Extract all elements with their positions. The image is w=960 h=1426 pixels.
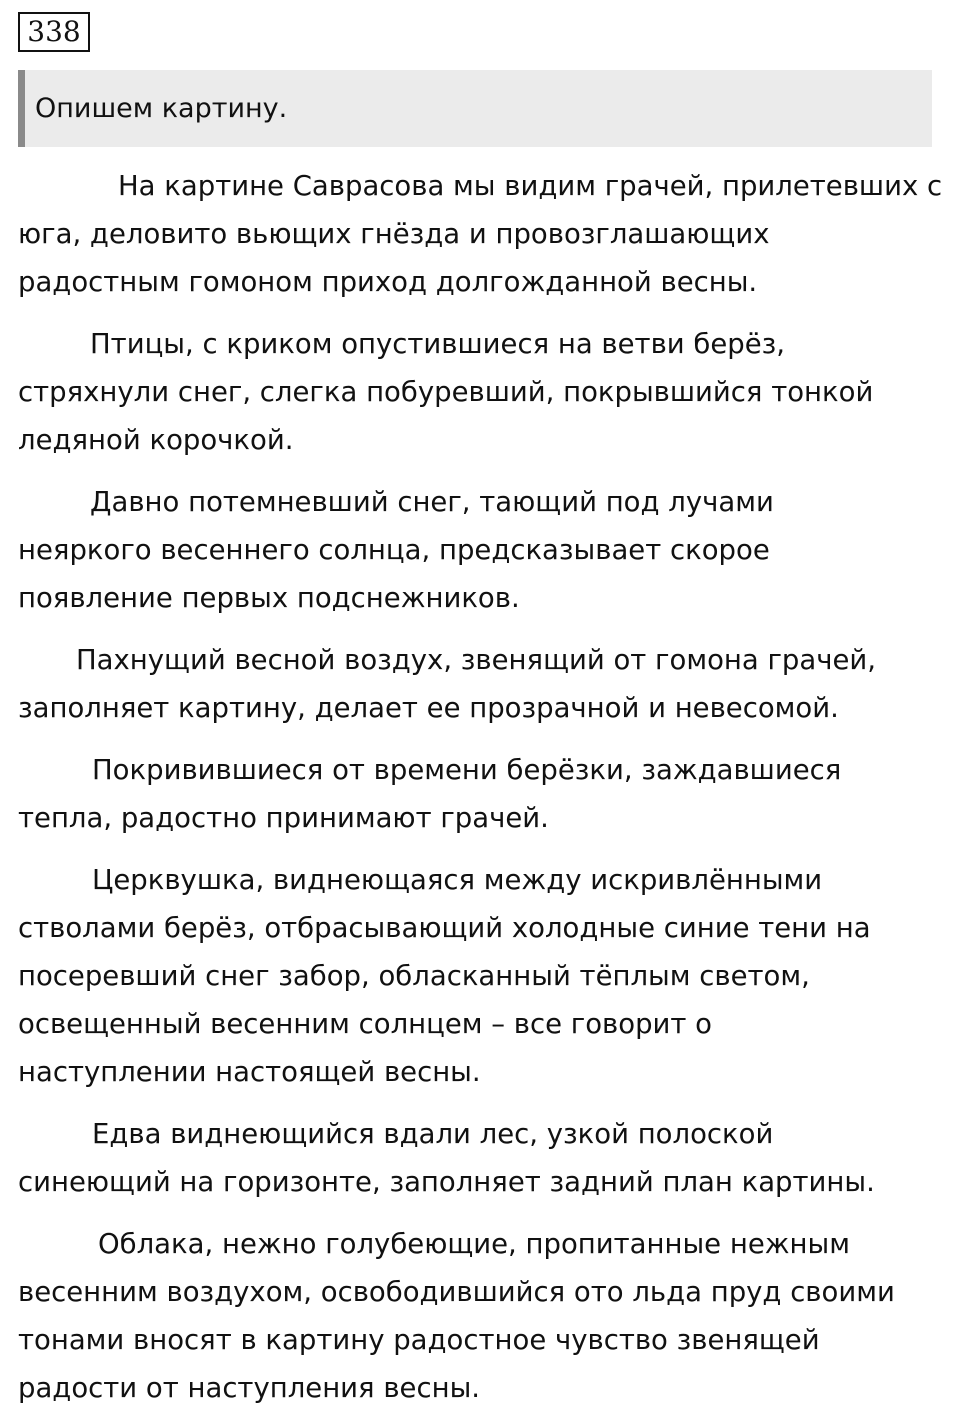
text-line: радостным гомоном приход долгожданной весны.: [18, 266, 758, 298]
text-line: Церквушка, виднеющаяся между искривлёнными: [92, 864, 823, 896]
text-line: стряхнули снег, слегка побуревший, покрывшийся тонкой: [18, 376, 874, 408]
text-line: тонами вносят в картину радостное чувство звенящей: [18, 1324, 820, 1356]
paragraph: [18, 1110, 948, 1206]
text-line: радости от наступления весны.: [18, 1372, 481, 1404]
paragraph: [18, 856, 948, 1096]
text-line: весенним воздухом, освободившийся ото льда пруд своими: [18, 1276, 895, 1308]
section-header-title: Опишем картину.: [35, 93, 288, 124]
text-line: Едва виднеющийся вдали лес, узкой полоской: [92, 1118, 774, 1150]
text-line: заполняет картину, делает ее прозрачной и невесомой.: [18, 692, 839, 724]
text-line: ледяной корочкой.: [18, 424, 294, 456]
text-line: наступлении настоящей весны.: [18, 1056, 481, 1088]
essay-text: [18, 162, 948, 1426]
paragraph: [18, 320, 948, 464]
text-line: юга, деловито вьющих гнёзда и провозглашающих: [18, 218, 770, 250]
text-line: стволами берёз, отбрасывающий холодные синие тени на: [18, 912, 871, 944]
paragraph: [18, 1220, 948, 1412]
paragraph: [18, 636, 948, 732]
text-line: Облака, нежно голубеющие, пропитанные нежным: [98, 1228, 850, 1260]
text-line: Птицы, с криком опустившиеся на ветви берёз,: [90, 328, 786, 360]
text-line: синеющий на горизонте, заполняет задний план картины.: [18, 1166, 875, 1198]
paragraph: [18, 478, 948, 622]
text-line: Покривившиеся от времени берёзки, заждавшиеся: [92, 754, 842, 786]
text-line: тепла, радостно принимают грачей.: [18, 802, 549, 834]
text-line: Пахнущий весной воздух, звенящий от гомона грачей,: [76, 644, 877, 676]
paragraph: [18, 162, 948, 306]
paragraph: [18, 746, 948, 842]
text-line: освещенный весенним солнцем – все говорит о: [18, 1008, 712, 1040]
task-number: 338: [18, 12, 90, 52]
text-line: На картине Саврасова мы видим грачей, прилетевших с: [118, 170, 943, 202]
text-line: неяркого весеннего солнца, предсказывает скорое: [18, 534, 770, 566]
text-line: появление первых подснежников.: [18, 582, 520, 614]
section-header: [18, 70, 932, 147]
text-line: посеревший снег забор, обласканный тёплым светом,: [18, 960, 810, 992]
text-line: Давно потемневший снег, тающий под лучами: [90, 486, 774, 518]
